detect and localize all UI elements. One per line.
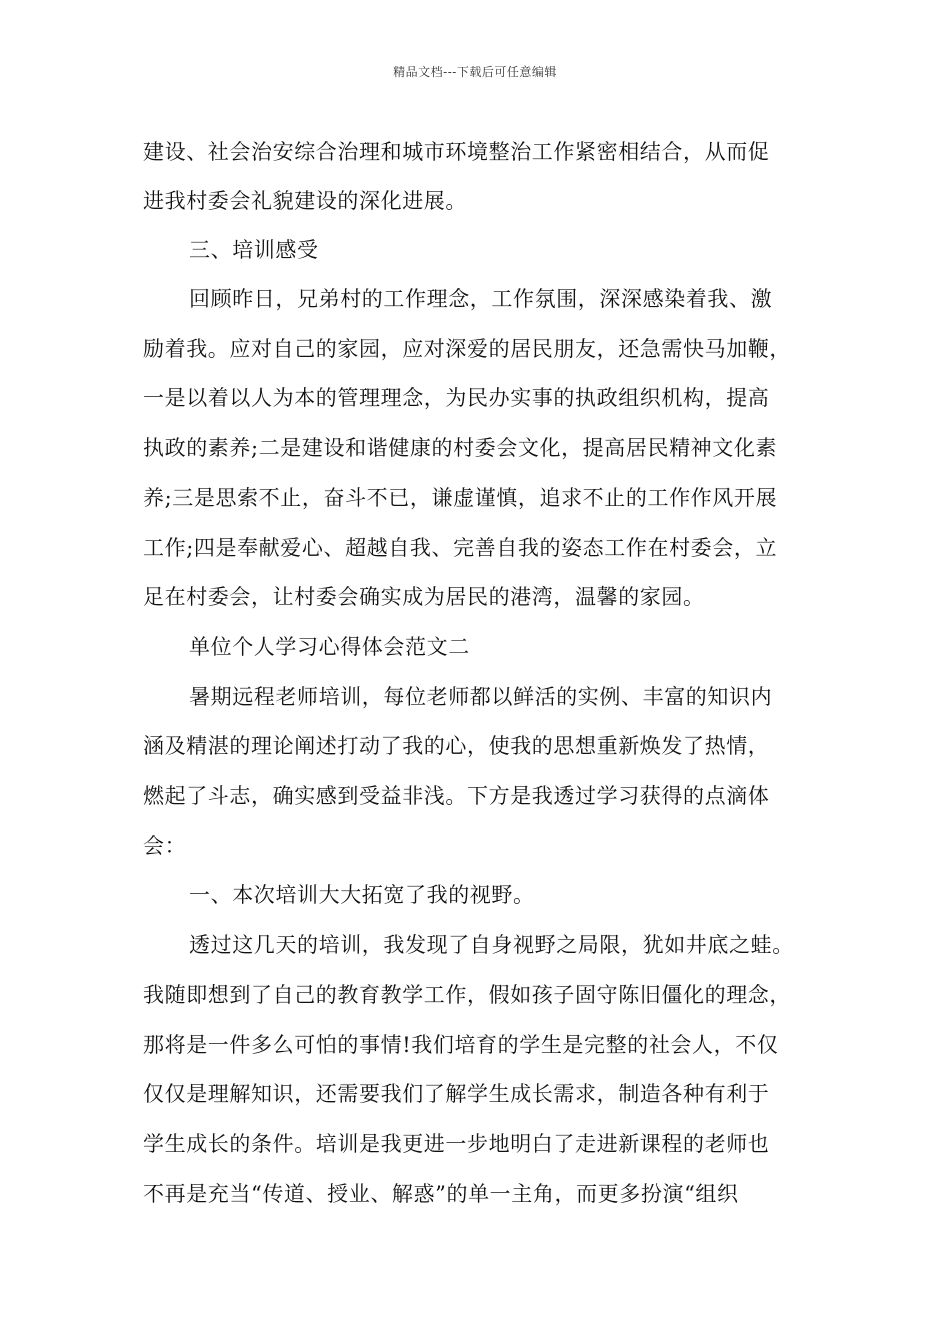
body-text-line: 仅仅是理解知识，还需要我们了解学生成长需求，制造各种有利于 — [143, 1082, 770, 1106]
body-text-line: 那将是一件多么可怕的事情!我们培育的学生是完整的社会人，不仅 — [143, 1033, 779, 1057]
body-text-line: 进我村委会礼貌建设的深化进展。 — [143, 189, 467, 213]
body-text-line: 暑期远程老师培训，每位老师都以鲜活的实例、丰富的知识内 — [189, 685, 773, 709]
body-text-line: 励着我。应对自己的家园，应对深爱的居民朋友，还急需快马加鞭， — [143, 337, 791, 361]
body-text-line: 养;三是思索不止，奋斗不已，谦虚谨慎，追求不止的工作作风开展 — [143, 486, 778, 510]
section-heading: 一、本次培训大大拓宽了我的视野。 — [189, 883, 535, 907]
page-header: 精品文档---下载后可任意编辑 — [393, 65, 557, 79]
body-text-line: 一是以着以人为本的管理理念，为民办实事的执政组织机构，提高 — [143, 386, 770, 410]
body-text-line: 透过这几天的培训，我发现了自身视野之局限，犹如井底之蛙。 — [189, 933, 794, 957]
body-text-line: 我随即想到了自己的教育教学工作，假如孩子固守陈旧僵化的理念， — [143, 983, 791, 1007]
body-text-line: 建设、社会治安综合治理和城市环境整治工作紧密相结合，从而促 — [143, 140, 770, 164]
body-text-line: 会： — [143, 834, 187, 858]
body-text-line: 执政的素养;二是建设和谐健康的村委会文化，提高居民精神文化素 — [143, 436, 778, 460]
body-text-line: 学生成长的条件。培训是我更进一步地明白了走进新课程的老师也 — [143, 1132, 770, 1156]
body-text-line: 工作;四是奉献爱心、超越自我、完善自我的姿态工作在村委会，立 — [143, 536, 778, 560]
article-title: 单位个人学习心得体会范文二 — [189, 635, 470, 659]
body-text-line: 足在村委会，让村委会确实成为居民的港湾，温馨的家园。 — [143, 585, 705, 609]
body-text-line: 燃起了斗志，确实感到受益非浅。下方是我透过学习获得的点滴体 — [143, 784, 770, 808]
body-text-line: 不再是充当“传道、授业、解惑”的单一主角，而更多扮演“组织 — [143, 1182, 739, 1206]
section-heading: 三、培训感受 — [189, 238, 319, 262]
body-text-line: 回顾昨日，兄弟村的工作理念，工作氛围，深深感染着我、激 — [189, 287, 773, 311]
body-text-line: 涵及精湛的理论阐述打动了我的心，使我的思想重新焕发了热情， — [143, 734, 770, 758]
